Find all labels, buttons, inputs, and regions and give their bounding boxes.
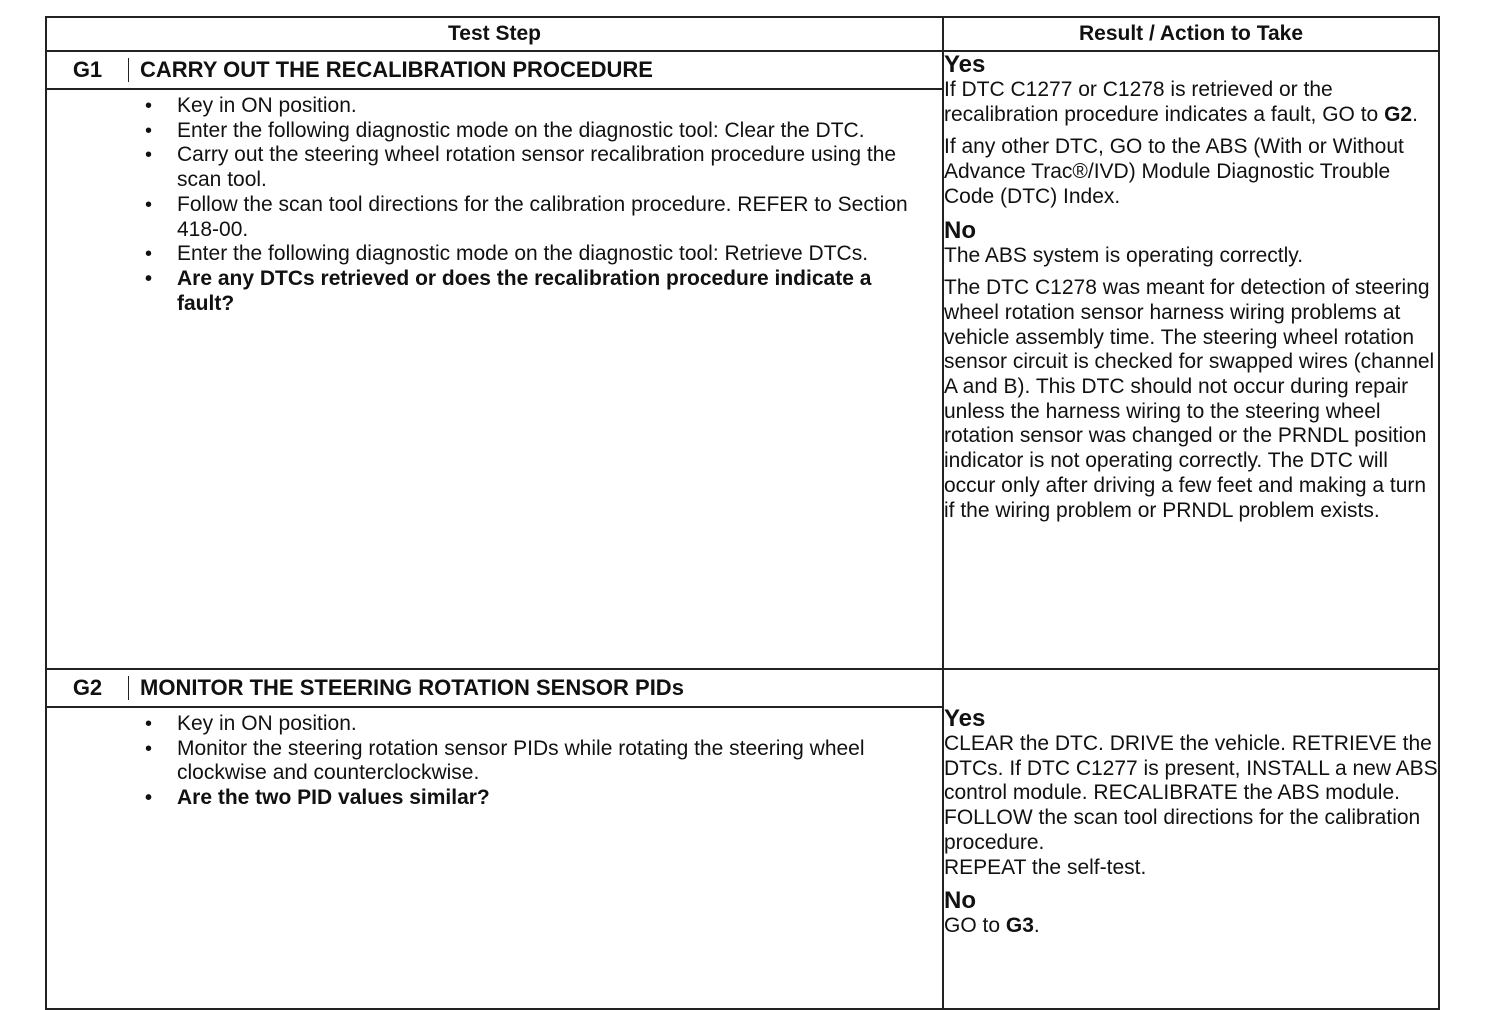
list-item: • Follow the scan tool directions for the calibration procedure. REFER to Section 418-00.	[177, 193, 922, 242]
list-item: • Key in ON position.	[177, 94, 922, 119]
diagnostic-table	[45, 16, 1440, 1010]
header-result-action: Result / Action to Take	[943, 17, 1439, 51]
yes-label: Yes	[944, 705, 986, 732]
action-list	[47, 708, 942, 811]
yes-text-other: If any other DTC, GO to the ABS (With or Without Advance Trac®/IVD) Module Diagnostic Trouble Code (DTC) Index.	[944, 135, 1404, 208]
test-step-g2	[46, 669, 943, 1009]
list-item: • Enter the following diagnostic mode on the diagnostic tool: Clear the DTC.	[177, 119, 922, 144]
step-id: G2	[47, 676, 129, 700]
list-item: • Key in ON position.	[177, 712, 922, 737]
no-label: No	[944, 887, 976, 915]
no-text: The ABS system is operating correctly.	[944, 243, 1304, 267]
step-heading: CARRY OUT THE RECALIBRATION PROCEDURE	[140, 57, 653, 82]
yes-text: If DTC C1277 or C1278 is retrieved or the recalibration procedure indicates a fault, GO to G2.	[944, 78, 1418, 126]
test-step-g1	[46, 51, 943, 669]
no-text: GO to G3.	[944, 914, 1040, 938]
table-header-row	[46, 17, 1439, 51]
list-item: • Enter the following diagnostic mode on the diagnostic tool: Retrieve DTCs.	[177, 242, 922, 267]
header-test-step: Test Step	[46, 17, 943, 51]
yes-text: CLEAR the DTC. DRIVE the vehicle. RETRIEVE the DTCs. If DTC C1277 is present, INSTALL a new ABS control module. RECALIBRATE the ABS module. FOLLOW the scan tool directions for the calibration procedure.	[944, 732, 1438, 854]
step-title-bar	[47, 52, 942, 90]
result-g2	[943, 669, 1439, 1009]
table-row	[46, 51, 1439, 669]
yes-text-repeat: REPEAT the self-test.	[944, 855, 1147, 879]
yes-label: Yes	[944, 51, 986, 78]
step-question: • Are any DTCs retrieved or does the recalibration procedure indicate a fault?	[177, 267, 922, 316]
step-title-bar	[47, 670, 942, 708]
table-row	[46, 669, 1439, 1009]
list-item: • Carry out the steering wheel rotation sensor recalibration procedure using the scan tool.	[177, 143, 922, 192]
action-list	[47, 90, 942, 316]
no-note: The DTC C1278 was meant for detection of steering wheel rotation sensor harness wiring problems at vehicle assembly time. The steering wheel rotation sensor circuit is checked for swapped wires (channel A and B). This DTC should not occur during repair unless the harness wiring to the steering wheel rotation sensor was changed or the PRNDL position indicator is not operating correctly. The DTC will occur only after driving a few feet and making a turn if the wiring problem or PRNDL problem exists.	[944, 276, 1435, 522]
no-label: No	[944, 216, 976, 244]
list-item: • Monitor the steering rotation sensor PIDs while rotating the steering wheel clockwise and counterclockwise.	[177, 737, 922, 786]
result-g1	[943, 51, 1439, 669]
step-id: G1	[47, 58, 129, 82]
step-heading: MONITOR THE STEERING ROTATION SENSOR PIDs	[140, 675, 684, 700]
step-question: • Are the two PID values similar?	[177, 786, 922, 811]
